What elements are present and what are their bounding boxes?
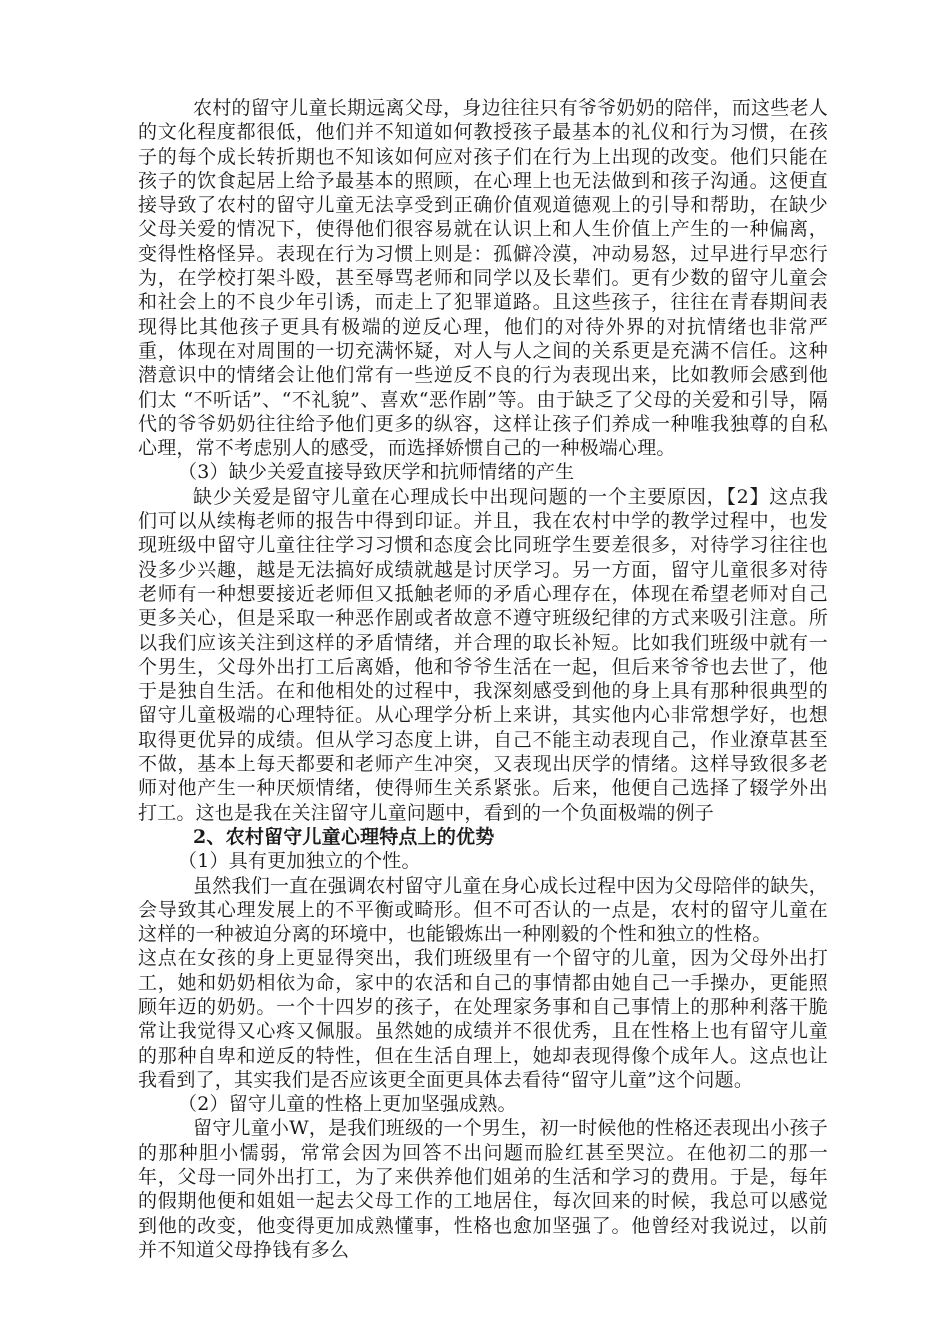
paragraph-independence: 虽然我们一直在强调农村留守儿童在身心成长过程中因为父母陪伴的缺失，会导致其心理发展上的不平衡或畸形。但不可否认的一点是，农村的留守儿童在这样的一种被迫分离的环境中，也能锻炼出一种刚毅的个性和独立的性格。 [138,874,828,946]
subheading-independence: （1）具有更加独立的个性。 [178,850,421,873]
subheading-maturity: （2）留守儿童的性格上更加坚强成熟。 [178,1093,517,1116]
paragraph-parenting-gap: 农村的留守儿童长期远离父母，身边往往只有爷爷奶奶的陪伴，而这些老人的文化程度都很低，他们并不知道如何教授孩子最基本的礼仪和行为习惯，在孩子的每个成长转折期也不知该如何应对孩子们在行为上出现的改变。他们只能在孩子的饮食起居上给予最基本的照顾，在心理上也无法做到和孩子沟通。这便直接导致了农村的留守儿童无法享受到正确价值观道德观上的引导和帮助，在缺少父母关爱的情况下，使得他们很容易就在认识上和人生价值上产生的一种偏离，变得性格怪异。表现在行为习惯上则是：孤僻冷漠，冲动易怒，过早进行早恋行为，在学校打架斗殴，甚至辱骂老师和同学以及长辈们。更有少数的留守儿童会和社会上的不良少年引诱，而走上了犯罪道路。且这些孩子，往往在青春期间表现得比其他孩子更具有极端的逆反心理，他们的对待外界的对抗情绪也非常严重，体现在对周围的一切充满怀疑，对人与人之间的关系更是充满不信任。这种潜意识中的情绪会让他们常有一些逆反不良的行为表现出来，比如教师会感到他们太 “不听话”、“不礼貌”、喜欢“恶作剧”等。由于缺乏了父母的关爱和引导，隔代的爷爷奶奶往往给予他们更多的纵容，这样让孩子们养成一种唯我独尊的自私心理，常不考虑别人的感受，而选择娇惯自己的一种极端心理。 [138,97,828,460]
document-body [138,96,828,1262]
citation-marker: 【2】 [726,485,770,508]
paragraph-girl-example: 这点在女孩的身上更显得突出，我们班级里有一个留守的儿童，因为父母外出打工，她和奶奶相依为命，家中的农活和自己的事情都由她自己一手操办，更能照顾年迈的奶奶。一个十四岁的孩子，在处理家务事和自己事情上的那种利落干脆常让我觉得又心疼又佩服。虽然她的成绩并不很优秀，且在性格上也有留守儿童的那种自卑和逆反的特性，但在生活自理上，她却表现得像个成年人。这点也让我看到了，其实我们是否应该更全面更具体去看待“留守儿童”这个问题。 [138,947,828,1091]
subheading-weariness: （3）缺少关爱直接导致厌学和抗师情绪的产生 [178,461,575,484]
paragraph-lack-of-care [138,485,828,825]
paragraph-text-after-citation: 这点我们可以从续梅老师的报告中得到印证。并且，我在农村中学的教学过程中，也发现班级中留守儿童往往学习习惯和态度会比同班学生要差很多，对待学习往往也没多少兴趣，越是无法搞好成绩就越是讨厌学习。另一方面，留守儿童很多对待老师有一种想要接近老师但又抵触老师的矛盾心理存在，体现在希望老师对自己更多关心，但是采取一种恶作剧或者故意不遵守班级纪律的方式来吸引注意。所以我们应该关注到这样的矛盾情绪，并合理的取长补短。比如我们班级中就有一个男生，父母外出打工后离婚，他和爷爷生活在一起，但后来爷爷也去世了，他于是独自生活。在和他相处的过程中，我深刻感受到他的身上具有那种很典型的留守儿童极端的心理特征。从心理学分析上来讲，其实他内心非常想学好，也想取得更优异的成绩。但从学习态度上讲，自己不能主动表现自己，作业潦草甚至不做，基本上每天都要和老师产生冲突，又表现出厌学的情绪。这样导致很多老师对他产生一种厌烦情绪，使得师生关系紧张。后来，他便自己选择了辍学外出打工。这也是我在关注留守儿童问题中，看到的一个负面极端的例子 [138,485,828,824]
section-heading-advantages: 2、农村留守儿童心理特点上的优势 [193,825,495,848]
paragraph-boy-example: 留守儿童小W，是我们班级的一个男生，初一时候他的性格还表现出小孩子的那种胆小懦弱，常常会因为回答不出问题而脸红甚至哭泣。在他初二的那一年，父母一同外出打工，为了来供养他们姐弟的生活和学习的费用。于是，每年的假期他便和姐姐一起去父母工作的工地居住，每次回来的时候，我总可以感觉到他的改变，他变得更加成熟懂事，性格也愈加坚强了。他曾经对我说过，以前并不知道父母挣钱有多么 [138,1117,828,1261]
paragraph-text-before-citation: 缺少关爱是留守儿童在心理成长中出现问题的一个主要原因， [193,485,727,508]
